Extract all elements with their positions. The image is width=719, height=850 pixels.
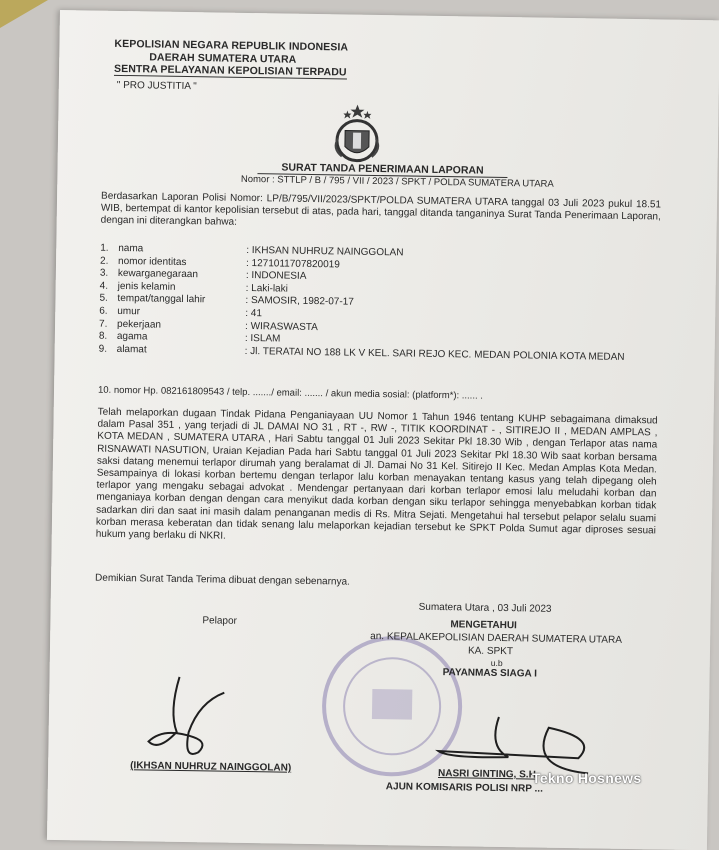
- field-value: : Laki-laki: [245, 282, 288, 295]
- field-number: 1.: [100, 242, 109, 254]
- field-label: umur: [117, 305, 141, 318]
- field-label: jenis kelamin: [117, 280, 176, 293]
- field-label: nomor identitas: [117, 255, 187, 268]
- report-body-paragraph: Telah melaporkan dugaan Tindak Pidana Penganiayaan UU Nomor 1 Tahun 1946 tentang KUHP sebagaimana dimaksud dalam Pasal 351 , yang terjadi di JL DAMAI NO 31 , RT -, RW -, TITIK KOORDINAT - , SITIREJO II , MEDAN AMPLAS , KOTA MEDAN , SUMATERA UTARA , Hari Sabtu tanggal 01 Juli 2023 Sekitar Pkl 18.30 Wib , dengan Terlapor atas nama RISNAWATI NASUTION, Uraian Kejadian Pada hari Sabtu tanggal 01 Juli 2023 Sekitar Pkl 18.30 Wib saat korban bersama saksi datang menemui terlapor dirumah yang beralamat di Jl. Damai No 31 Kel. Sitirejo II Kec. Medan Amplas Kota Medan. Sesampainya di lokasi korban bertemu dengan terlapor lalu korban menayakan tentang kasus yang telah dipegang oleh terlapor yang mengaku sebagai advokat . Mendengar pertanyaan dari korban terlapor emosi lalu meludahi korban dan menganiaya korban dengan dengan cara menyikut dada korban dengan siku terlapor sehingga menyebabkan korban tidak sadarkan diri dan saat ini masih dalam penanganan medis di Rs. Mitra Sejati. Mengetahui hal tersebut pelapor selalu suami korban merasa keberatan dan tidak senang lalu melaporkan kejadian tersebut ke SPKT Polda Sumut agar diproses sesuai hukum yang berlaku di NKRI.: [95, 406, 658, 542]
- field-value: : INDONESIA: [245, 270, 307, 283]
- place-date: Sumatera Utara , 03 Juli 2023: [418, 601, 552, 615]
- field-label: kewarganegaraan: [117, 268, 199, 281]
- field-number: 4.: [99, 280, 109, 292]
- pro-justitia: " PRO JUSTITIA ": [116, 79, 197, 93]
- field-label: nama: [118, 242, 144, 255]
- field-value: : Jl. TERATAI NO 188 LK V KEL. SARI REJO KEC. MEDAN POLONIA KOTA MEDAN: [244, 345, 625, 363]
- document-title: SURAT TANDA PENERIMAAN LAPORAN: [257, 161, 507, 178]
- field-number: 9.: [98, 343, 108, 355]
- field-value: : ISLAM: [244, 333, 281, 345]
- reporter-signature-icon: [138, 671, 239, 763]
- field-number: 7.: [98, 318, 108, 330]
- intro-paragraph: Berdasarkan Laporan Polisi Nomor: LP/B/795/VII/2023/SPKT/POLDA SUMATERA UTARA tanggal 03 Juli 2023 pukul 18.51 WIB, bertempat di kantor kepolisian tersebut di atas, pada hari, tanggal ditanda tanganinya Surat Tanda Penerimaan Laporan, dengan ini diterangkan bahwa:: [100, 190, 662, 229]
- police-emblem-icon: [328, 102, 387, 165]
- field-label: agama: [116, 331, 148, 343]
- field-label: pekerjaan: [116, 318, 162, 331]
- paper-corner-decoration: [0, 0, 48, 28]
- ub-line: u.b: [490, 657, 503, 669]
- field-value: : 1271011707820019: [245, 257, 340, 271]
- reporter-label: Pelapor: [202, 615, 237, 627]
- field-number: 3.: [99, 267, 109, 279]
- head-spkt-line: KA. SPKT: [467, 645, 514, 658]
- field-label: alamat: [116, 343, 147, 356]
- reporter-name: (IKHSAN NUHRUZ NAINGGOLAN): [130, 760, 292, 774]
- field-value: : WIRASWASTA: [244, 320, 318, 333]
- watermark-text: Tekno Hosnews: [532, 770, 642, 786]
- payanmas-line: PAYANMAS SIAGA I: [442, 667, 538, 680]
- field-value: : IKHSAN NUHRUZ NAINGGOLAN: [246, 244, 404, 259]
- document-number: Nomor : STTLP / B / 795 / VII / 2023 / SPKT / POLDA SUMATERA UTARA: [240, 173, 554, 190]
- field-label: tempat/tanggal lahir: [117, 293, 206, 306]
- officer-rank: AJUN KOMISARIS POLISI NRP ...: [385, 781, 543, 795]
- acknowledged-label: MENGETAHUI: [450, 619, 517, 632]
- on-behalf-line: an. KEPALAKEPOLISIAN DAERAH SUMATERA UTARA: [370, 630, 623, 646]
- header-line-2: DAERAH SUMATERA UTARA: [149, 51, 297, 66]
- field-number: 6.: [99, 305, 108, 317]
- field-number: 5.: [99, 293, 108, 305]
- officer-name: NASRI GINTING, S.H: [437, 768, 536, 781]
- identity-field-list: [99, 243, 661, 365]
- closing-sentence: Demikian Surat Tanda Terima dibuat dengan sebenarnya.: [94, 572, 350, 588]
- contact-line: 10. nomor Hp. 082161809543 / telp. ......./ email: ....... / akun media sosial: (platform*): ...... .: [97, 384, 484, 402]
- header-line-3: SENTRA PELAYANAN KEPOLISIAN TERPADU: [113, 62, 347, 79]
- field-value: : 41: [245, 307, 263, 320]
- field-value: : SAMOSIR, 1982-07-17: [245, 295, 354, 309]
- document-page: [47, 10, 719, 850]
- field-number: 8.: [98, 330, 108, 342]
- header-line-1: KEPOLISIAN NEGARA REPUBLIK INDONESIA: [114, 37, 349, 54]
- field-number: 2.: [99, 255, 109, 267]
